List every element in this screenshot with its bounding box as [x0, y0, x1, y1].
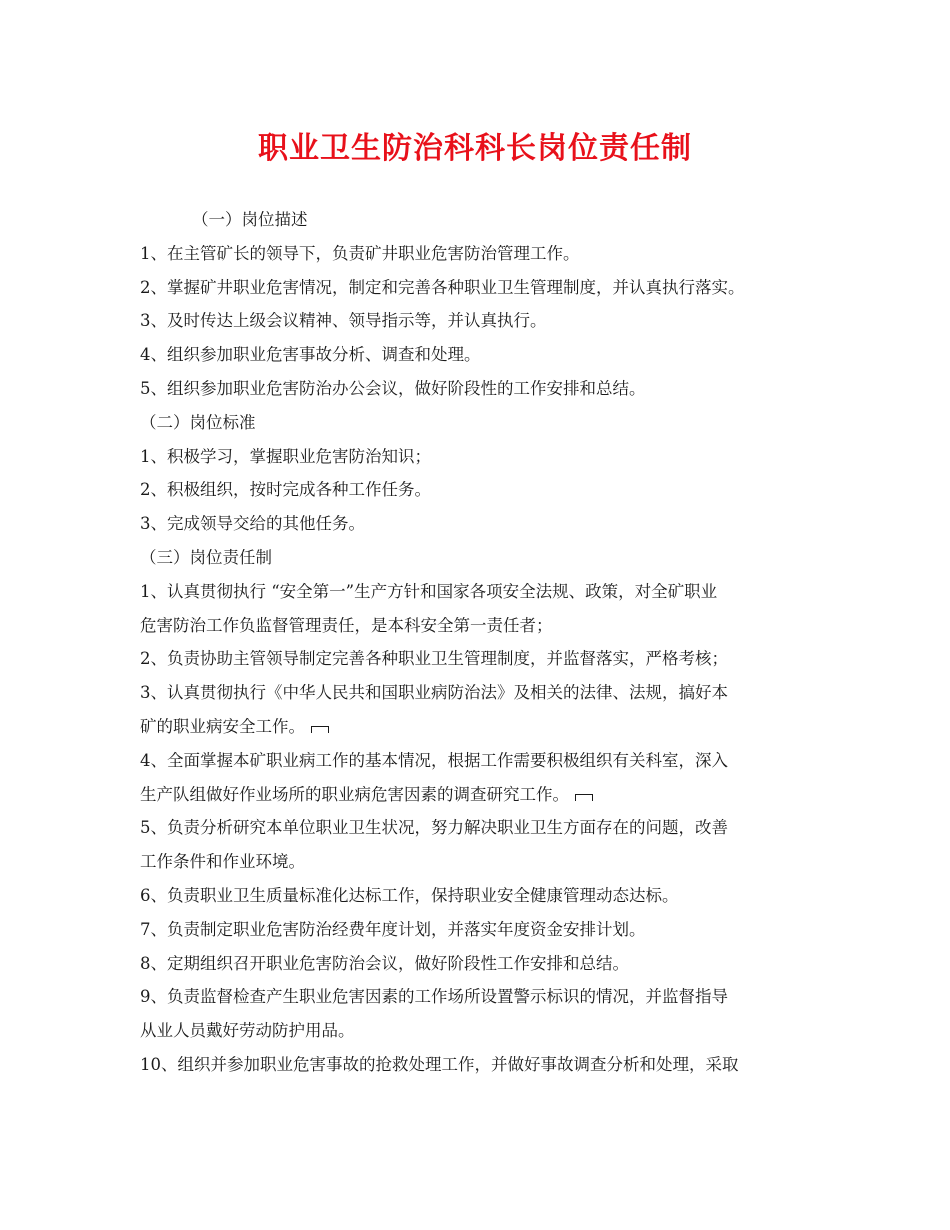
- list-item: 5、组织参加职业危害防治办公会议，做好阶段性的工作安排和总结。: [140, 378, 646, 398]
- text-line: 4、全面掌握本矿职业病工作的基本情况，根据工作需要积极组织有关科室，深入: [140, 750, 728, 770]
- text-line: 1、认真贯彻执行 “安全第一”生产方针和国家各项安全法规、政策，对全矿职业: [140, 581, 718, 601]
- text-line: 危害防治工作负监督管理责任，是本科安全第一责任者；: [140, 615, 553, 635]
- text-line: 从业人员戴好劳动防护用品。: [140, 1021, 355, 1041]
- list-item: 2、掌握矿井职业危害情况，制定和完善各种职业卫生管理制度，并认真执行落实。: [140, 277, 745, 297]
- paragraph-mark-icon: [575, 794, 593, 801]
- list-item: 1、积极学习，掌握职业危害防治知识；: [140, 446, 431, 466]
- section-heading-responsibility: （三）岗位责任制: [140, 547, 272, 567]
- list-item: 2、积极组织，按时完成各种工作任务。: [140, 480, 431, 500]
- text-line: 9、负责监督检查产生职业危害因素的工作场所设置警示标识的情况，并监督指导: [140, 987, 728, 1007]
- text-line: 生产队组做好作业场所的职业病危害因素的调查研究工作。: [140, 784, 569, 804]
- list-item: 3、完成领导交给的其他任务。: [140, 514, 365, 534]
- list-item: 1、在主管矿长的领导下，负责矿井职业危害防治管理工作。: [140, 243, 580, 263]
- list-item: 4、组织参加职业危害事故分析、调查和处理。: [140, 345, 481, 365]
- text-line: 3、认真贯彻执行《中华人民共和国职业病防治法》及相关的法律、法规，搞好本: [140, 683, 728, 703]
- text-line: 6、负责职业卫生质量标准化达标工作，保持职业安全健康管理动态达标。: [140, 885, 679, 905]
- document-title: 职业卫生防治科科长岗位责任制: [258, 131, 692, 166]
- text-line: 2、负责协助主管领导制定完善各种职业卫生管理制度，并监督落实，严格考核；: [140, 649, 728, 669]
- text-line: 工作条件和作业环境。: [140, 852, 305, 872]
- paragraph-mark-icon: [311, 726, 329, 733]
- text-line-with-mark: [140, 710, 820, 744]
- list-item: 3、及时传达上级会议精神、领导指示等，并认真执行。: [140, 311, 547, 331]
- text-line: 8、定期组织召开职业危害防治会议，做好阶段性工作安排和总结。: [140, 953, 629, 973]
- text-line: 7、负责制定职业危害防治经费年度计划，并落实年度资金安排计划。: [140, 919, 646, 939]
- section-heading-job-standards: （二）岗位标准: [140, 412, 256, 432]
- text-line: 10、组织并参加职业危害事故的抢救处理工作，并做好事故调查分析和处理，采取: [140, 1054, 739, 1074]
- text-line-with-mark: [140, 778, 820, 812]
- text-line: 矿的职业病安全工作。: [140, 716, 305, 736]
- section-heading-job-description: （一）岗位描述: [192, 210, 308, 229]
- document-body: [140, 203, 820, 1082]
- text-line: 5、负责分析研究本单位职业卫生状况，努力解决职业卫生方面存在的问题，改善: [140, 818, 728, 838]
